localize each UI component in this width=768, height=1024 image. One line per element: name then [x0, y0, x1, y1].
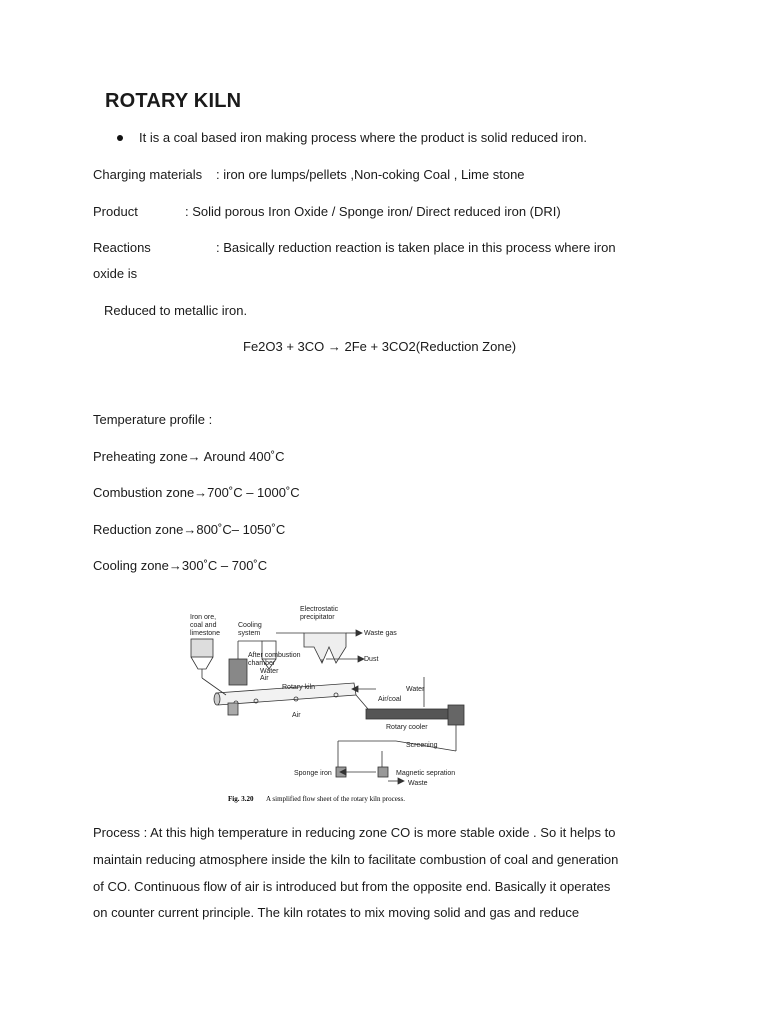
process-line-4: on counter current principle. The kiln rotates to mix moving solid and gas and reduce [93, 905, 580, 920]
temperature-heading: Temperature profile : [93, 412, 213, 427]
fig-label-cooling-1: Cooling [238, 622, 262, 629]
fig-label-waste-gas: Waste gas [364, 630, 397, 637]
process-line-3: of CO. Continuous flow of air is introduced but from the opposite end. Basically it operates [93, 879, 611, 894]
fig-label-water-2: Water [406, 686, 425, 693]
figure-caption-number: Fig. 3.20 [228, 795, 254, 803]
fig-label-after-combustion-1: After combustion [248, 652, 301, 659]
fig-label-feed-1: Iron ore, [190, 614, 217, 621]
charging-value: : iron ore lumps/pellets ,Non-coking Coal , Lime stone [216, 167, 525, 182]
charging-label: Charging materials [93, 167, 203, 182]
fig-label-rotary-cooler: Rotary cooler [386, 724, 428, 731]
reactions-continuation: oxide is [93, 266, 138, 281]
temp-zone-cooling: Cooling zone→300˚C – 700˚C [93, 558, 268, 573]
fig-label-rotary-kiln: Rotary kiln [282, 684, 316, 691]
process-line-2: maintain reducing atmosphere inside the kiln to facilitate combustion of coal and generation [93, 852, 619, 867]
document-title: ROTARY KILN [105, 90, 242, 112]
fig-label-sponge-iron: Sponge iron [294, 770, 332, 777]
temp-zone-combustion: Combustion zone→700˚C – 1000˚C [93, 485, 300, 500]
reaction-equation: Fe2O3 + 3CO → 2Fe + 3CO2(Reduction Zone) [243, 339, 517, 354]
temp-zone-reduction: Reduction zone→800˚C– 1050˚C [93, 522, 286, 537]
temp-zone-preheating: Preheating zone→ Around 400˚C [93, 449, 285, 464]
fig-label-cooling-2: system [238, 630, 261, 637]
fig-label-air-coal: Air/coal [378, 696, 402, 703]
fig-label-feed-2: coal and [190, 622, 217, 629]
fig-label-screening: Screening [406, 742, 438, 749]
rotary-kiln-flowsheet-diagram [186, 603, 470, 805]
process-line-1: Process : At this high temperature in reducing zone CO is more stable oxide . So it helps to [93, 825, 616, 840]
fig-label-water-1: Water [260, 668, 279, 675]
fig-label-esp-2: precipitator [300, 614, 335, 621]
fig-label-feed-3: limestone [190, 630, 220, 637]
product-value: : Solid porous Iron Oxide / Sponge iron/ Direct reduced iron (DRI) [185, 204, 561, 219]
reduced-line: Reduced to metallic iron. [104, 303, 248, 318]
reactions-label: Reactions [93, 240, 151, 255]
fig-label-dust: Dust [364, 656, 379, 663]
bullet-icon [117, 135, 123, 141]
product-label: Product [93, 204, 138, 219]
fig-label-waste: Waste [408, 780, 428, 787]
figure-caption-text: A simplified flow sheet of the rotary kiln process. [266, 795, 405, 803]
reactions-value: : Basically reduction reaction is taken place in this process where iron [216, 240, 616, 255]
fig-label-esp-1: Electrostatic [300, 606, 339, 613]
fig-label-air-1: Air [260, 675, 269, 682]
fig-label-magnetic-separation: Magnetic sepration [396, 770, 456, 777]
bullet-text: It is a coal based iron making process where the product is solid reduced iron. [139, 130, 588, 145]
fig-label-after-combustion-2: chamber [248, 660, 276, 667]
fig-label-air-2: Air [292, 712, 301, 719]
